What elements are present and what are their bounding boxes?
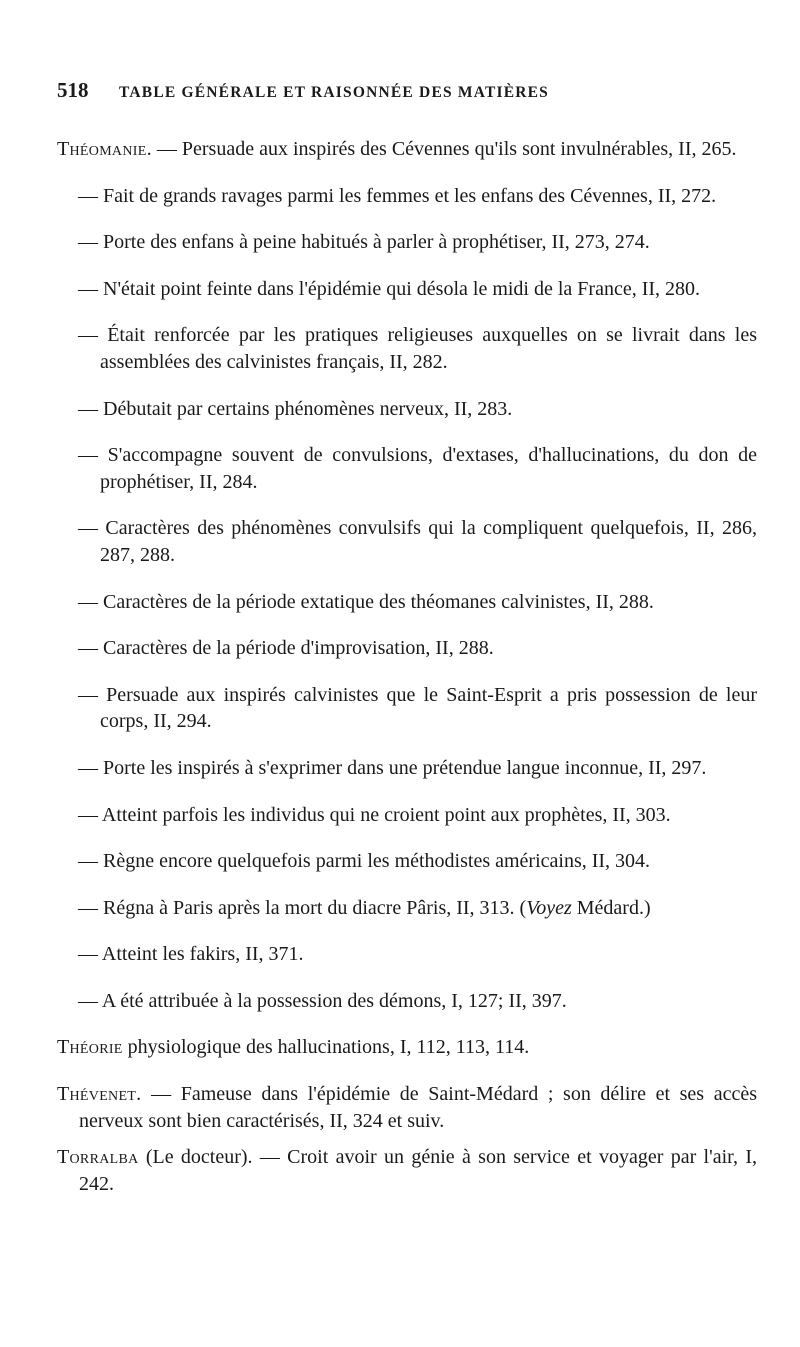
entry-text: — Fameuse dans l'épidémie de Saint-Médard ; son délire et ses accès nerveux sont bien caractérisés, II, 324 et suiv. [79,1083,757,1132]
subentry-text: — Régna à Paris après la mort du diacre Pâris, II, 313. ( [78,896,527,919]
subentry: — Atteint les fakirs, II, 371. [78,943,304,966]
index-entry-theomanie [57,136,757,163]
running-title: TABLE GÉNÉRALE ET RAISONNÉE DES MATIÈRES [119,84,550,101]
subentry: — Porte des enfans à peine habitués à parler à prophétiser, II, 273, 274. [78,231,650,254]
index-entry-torralba [57,1144,757,1197]
headword: Torralba [57,1146,139,1169]
page-number: 518 [57,78,89,102]
subentry: — A été attribuée à la possession des démons, I, 127; II, 397. [78,989,567,1012]
subentry: — Atteint parfois les individus qui ne croient point aux prophètes, II, 303. [78,803,671,826]
entry-text: — Persuade aux inspirés des Cévennes qu'ils sont invulnérables, II, 265. [151,138,737,160]
subentry: — Règne encore quelquefois parmi les méthodistes américains, II, 304. [78,850,651,873]
subentry: — Caractères des phénomènes convulsifs qui la compliquent quelquefois, II, 286, 287, 288. [78,517,757,566]
entry-text: physiologique des hallucinations, I, 112, 113, 114. [122,1036,530,1059]
subentry: — Caractères de la période d'improvisation, II, 288. [78,637,494,660]
index-entry-thevenet [57,1081,757,1134]
headword: Thévenet. [57,1083,142,1106]
index-entry-theorie [57,1034,757,1061]
subentry: — S'accompagne souvent de convulsions, d'extases, d'hallucinations, du don de prophétiser, II, 284. [78,444,757,493]
see-also-word: Voyez [526,896,572,919]
subentry: — Persuade aux inspirés calvinistes que le Saint-Esprit a pris possession de leur corps, II, 294. [78,683,757,733]
headword: Théomanie. [57,138,152,160]
headword: Théorie [57,1036,123,1059]
subentry: — N'était point feinte dans l'épidémie qui désola le midi de la France, II, 280. [78,277,701,300]
page-header [57,78,747,103]
subentry-cross-reference [57,895,757,922]
subentry: — Était renforcée par les pratiques religieuses auxquelles on se livrait dans les assemblées des calvinistes français, II, 282. [78,324,757,373]
subentry: — Porte les inspirés à s'exprimer dans une prétendue langue inconnue, II, 297. [78,756,707,779]
subentry-tail: Médard.) [571,896,651,919]
subentry: — Caractères de la période extatique des théomanes calvinistes, II, 288. [78,590,654,613]
index-entries [57,116,757,1200]
subentry: — Fait de grands ravages parmi les femmes et les enfans des Cévennes, II, 272. [78,184,717,207]
subentry: — Débutait par certains phénomènes nerveux, II, 283. [78,397,513,420]
entry-text: (Le docteur). — Croit avoir un génie à son service et voyager par l'air, I, 242. [79,1146,757,1195]
